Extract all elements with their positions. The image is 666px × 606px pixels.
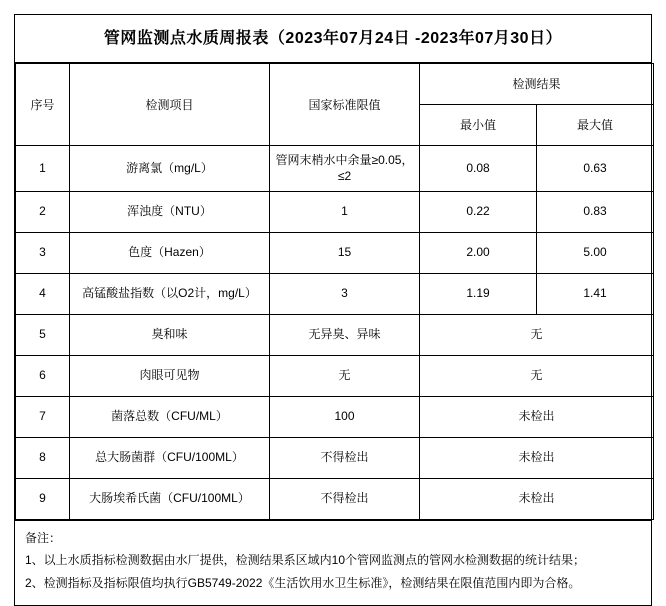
header-item: 检测项目 [70, 64, 270, 146]
table-row [16, 437, 654, 478]
cell-standard: 不得检出 [270, 478, 420, 519]
header-result-group: 检测结果 [420, 64, 654, 105]
cell-result: 无 [420, 314, 654, 355]
cell-min: 2.00 [420, 232, 537, 273]
table-row [16, 191, 654, 232]
cell-standard: 无 [270, 355, 420, 396]
cell-no: 7 [16, 396, 70, 437]
table-body [16, 146, 654, 519]
cell-item: 大肠埃希氏菌（CFU/100ML） [70, 478, 270, 519]
cell-standard: 3 [270, 273, 420, 314]
cell-standard: 管网末梢水中余量≥0.05，≤2 [270, 146, 420, 191]
cell-max: 0.63 [537, 146, 654, 191]
cell-standard: 无异臭、异味 [270, 314, 420, 355]
cell-standard: 15 [270, 232, 420, 273]
header-min: 最小值 [420, 105, 537, 146]
report-container [14, 14, 652, 521]
cell-item: 总大肠菌群（CFU/100ML） [70, 437, 270, 478]
cell-standard: 1 [270, 191, 420, 232]
table-row [16, 478, 654, 519]
cell-standard: 不得检出 [270, 437, 420, 478]
cell-no: 4 [16, 273, 70, 314]
cell-item: 游离氯（mg/L） [70, 146, 270, 191]
note-line-1: 1、以上水质指标检测数据由水厂提供，检测结果系区域内10个管网监测点的管网水检测数据的统计结果； [25, 553, 586, 568]
table-row [16, 146, 654, 191]
cell-no: 5 [16, 314, 70, 355]
cell-no: 3 [16, 232, 70, 273]
notes-heading: 备注： [25, 530, 62, 545]
cell-no: 6 [16, 355, 70, 396]
header-max: 最大值 [537, 105, 654, 146]
cell-no: 8 [16, 437, 70, 478]
cell-standard: 100 [270, 396, 420, 437]
cell-min: 0.22 [420, 191, 537, 232]
cell-max: 1.41 [537, 273, 654, 314]
cell-max: 0.83 [537, 191, 654, 232]
cell-result: 未检出 [420, 478, 654, 519]
cell-no: 9 [16, 478, 70, 519]
cell-result: 无 [420, 355, 654, 396]
cell-result: 未检出 [420, 437, 654, 478]
cell-min: 0.08 [420, 146, 537, 191]
cell-min: 1.19 [420, 273, 537, 314]
table-row [16, 355, 654, 396]
header-standard: 国家标准限值 [270, 64, 420, 146]
cell-item: 高锰酸盐指数（以O2计，mg/L） [70, 273, 270, 314]
table-row [16, 232, 654, 273]
table-header [16, 64, 654, 146]
cell-result: 未检出 [420, 396, 654, 437]
cell-item: 臭和味 [70, 314, 270, 355]
table-row [16, 314, 654, 355]
cell-item: 肉眼可见物 [70, 355, 270, 396]
page-title: 管网监测点水质周报表（2023年07月24日 -2023年07月30日） [15, 15, 651, 63]
water-quality-table [15, 63, 654, 519]
cell-item: 色度（Hazen） [70, 232, 270, 273]
cell-no: 2 [16, 191, 70, 232]
note-line-2: 2、检测指标及指标限值均执行GB5749-2022《生活饮用水卫生标准》，检测结果在限值范围内即为合格。 [25, 576, 581, 591]
cell-item: 菌落总数（CFU/ML） [70, 396, 270, 437]
table-header-row-1 [16, 64, 654, 105]
cell-item: 浑浊度（NTU） [70, 191, 270, 232]
notes-section [14, 521, 652, 606]
table-row [16, 273, 654, 314]
cell-max: 5.00 [537, 232, 654, 273]
header-no: 序号 [16, 64, 70, 146]
table-row [16, 396, 654, 437]
cell-no: 1 [16, 146, 70, 191]
